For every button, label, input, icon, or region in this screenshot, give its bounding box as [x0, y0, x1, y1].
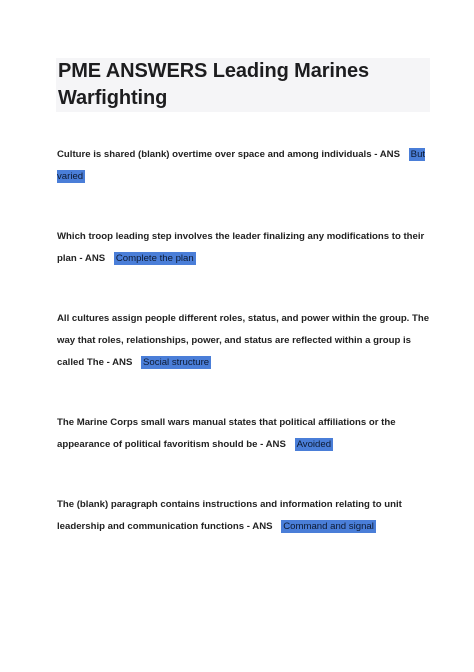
answer-highlight: Avoided [296, 439, 332, 450]
answer-marker: ANS [84, 253, 106, 264]
question-text: Which troop leading step involves the leader finalizing any modifications to their plan - [57, 231, 425, 264]
answer-marker: ANS [379, 149, 400, 160]
answer-highlight: Command and signal [283, 521, 374, 532]
question-text: The (blank) paragraph contains instructions and information relating to unit leadership and communication functions - [57, 499, 402, 532]
qa-item [57, 226, 437, 270]
answer-highlight: Complete the plan [115, 253, 194, 264]
qa-item [57, 144, 437, 188]
answer-marker: ANS [252, 521, 273, 532]
page-title: PME ANSWERS Leading Marines Warfighting [58, 60, 370, 109]
answer-highlight: Social structure [143, 357, 210, 368]
question-text: All cultures assign people different roles, status, and power within the group. The way that roles, relationships, power, and status are reflected within a group is called The - [57, 313, 430, 368]
title-banner [56, 58, 430, 112]
qa-item [57, 494, 437, 538]
qa-item [57, 308, 437, 374]
question-text: The Marine Corps small wars manual states that political affiliations or the appearance of political favoritism should be - [57, 417, 396, 450]
qa-item [57, 412, 437, 456]
answer-marker: ANS [265, 439, 286, 450]
answer-highlight: But varied [57, 149, 426, 182]
answer-marker: ANS [112, 357, 133, 368]
question-text: Culture is shared (blank) overtime over space and among individuals - [57, 149, 378, 160]
